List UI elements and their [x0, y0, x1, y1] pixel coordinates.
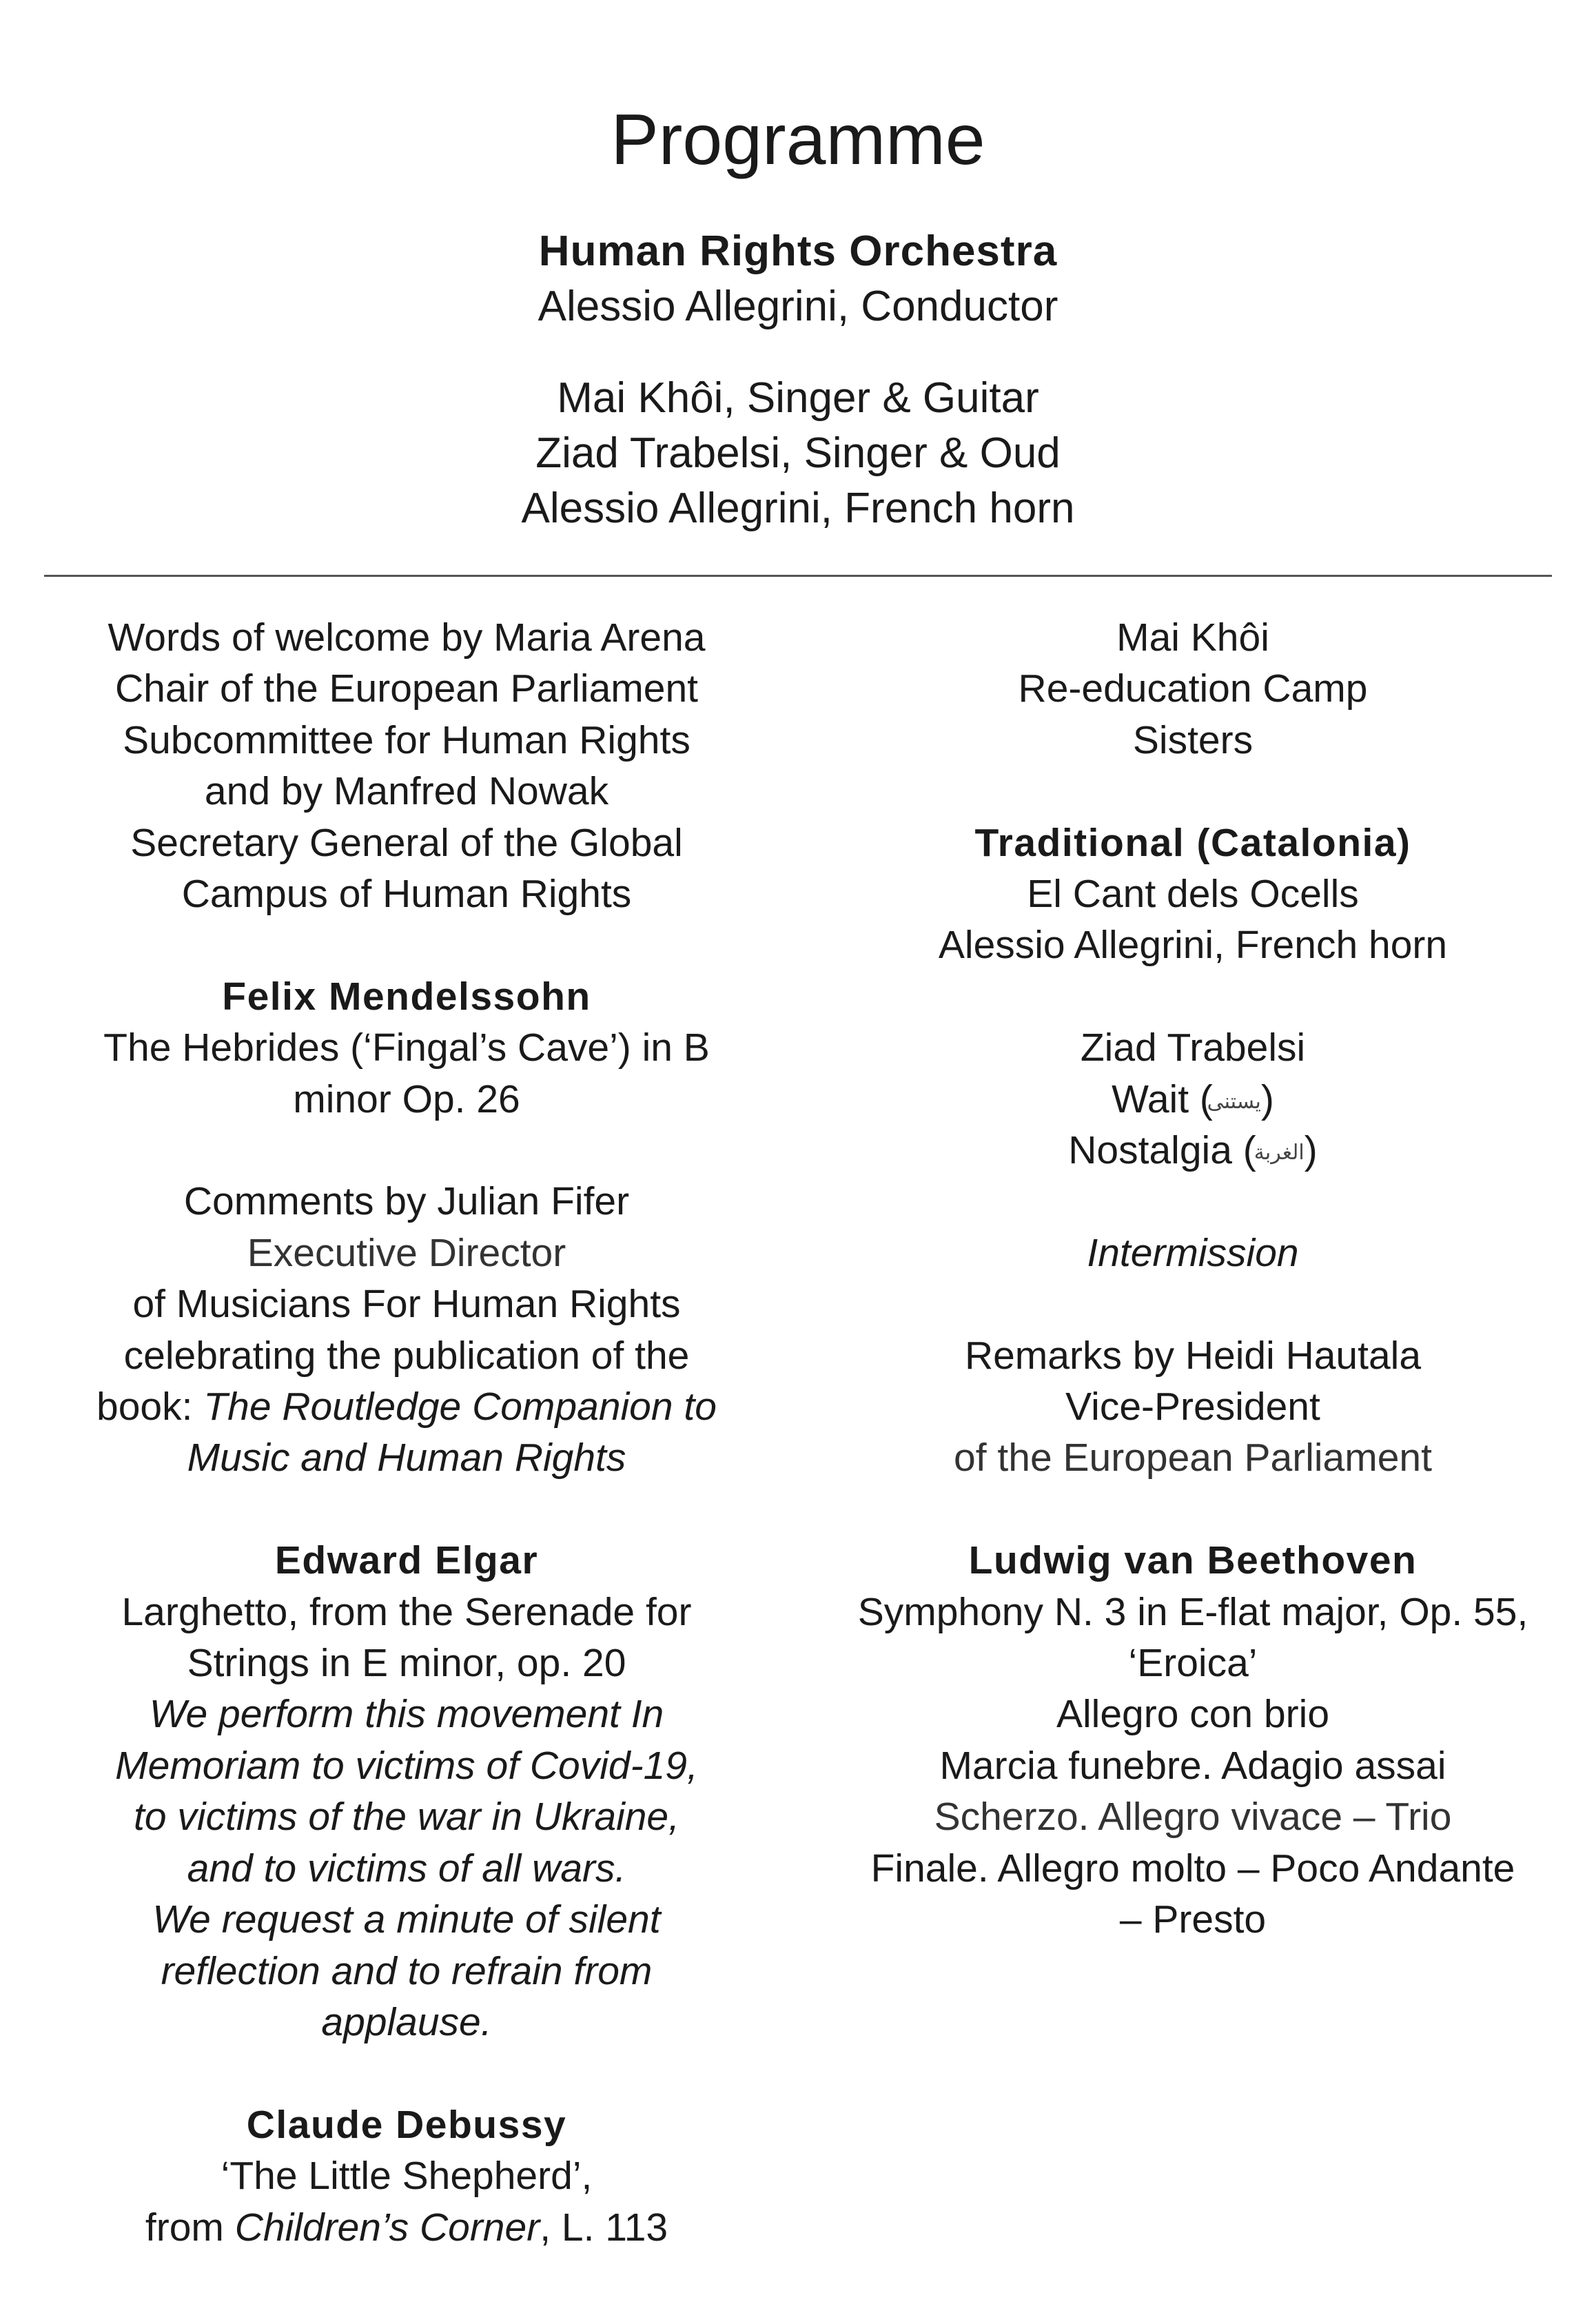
programme-column-right	[824, 612, 1562, 1997]
book-prefix: book:	[96, 1385, 204, 1429]
work-title: ‘The Little Shepherd’,	[221, 2154, 593, 2199]
intermission-label: Intermission	[1087, 1230, 1299, 1275]
elgar-entry	[41, 1535, 772, 2048]
dedication-line: We request a minute of silent	[152, 1897, 661, 1942]
work-title: El Cant dels Ocells	[1027, 872, 1359, 917]
ensemble-block	[0, 224, 1596, 334]
book-title: Music and Human Rights	[187, 1436, 626, 1480]
comments-line: of Musicians For Human Rights	[132, 1282, 681, 1327]
composer-name: Felix Mendelssohn	[222, 974, 591, 1019]
remarks-line: Remarks by Heidi Hautala	[964, 1333, 1422, 1378]
divider	[44, 575, 1552, 577]
collection-title: Children’s Corner	[234, 2205, 540, 2250]
comments-line: Executive Director	[247, 1230, 566, 1275]
work-title	[41, 2202, 772, 2253]
dedication-line: Memoriam to victims of Covid-19,	[115, 1743, 698, 1788]
song-title: Re-education Camp	[1018, 666, 1368, 711]
programme-column-left	[41, 612, 772, 2304]
comments-line: celebrating the publication of the	[123, 1333, 690, 1378]
composer-name: Traditional (Catalonia)	[974, 820, 1411, 865]
soloist: Ziad Trabelsi, Singer & Oud	[535, 429, 1061, 477]
debussy-entry	[41, 2099, 772, 2253]
comments-line	[41, 1381, 772, 1432]
welcome-line: and by Manfred Nowak	[204, 769, 609, 814]
soloist: Mai Khôi, Singer & Guitar	[557, 374, 1039, 422]
work-title: minor Op. 26	[293, 1077, 520, 1121]
remarks-line: Vice-President	[1065, 1385, 1320, 1429]
welcome-entry	[41, 612, 772, 919]
welcome-line: Chair of the European Parliament	[115, 666, 698, 711]
movement: Marcia funebre. Adagio assai	[939, 1743, 1446, 1788]
movement: Allegro con brio	[1056, 1692, 1330, 1737]
dedication-line: reflection and to refrain from	[161, 1948, 653, 1993]
song-name: Nostalgia	[1068, 1128, 1232, 1173]
dedication-line: We perform this movement In	[149, 1692, 664, 1737]
work-title: Strings in E minor, op. 20	[187, 1641, 626, 1686]
beethoven-entry	[824, 1535, 1562, 1945]
arabic-title: الغربة	[1254, 1140, 1305, 1165]
mendelssohn-entry	[41, 971, 772, 1125]
comments-line: Comments by Julian Fifer	[183, 1179, 630, 1224]
conductor: Alessio Allegrini, Conductor	[538, 283, 1058, 330]
song-title: Wait (يستنى)	[1112, 1077, 1274, 1121]
work-title: The Hebrides (‘Fingal’s Cave’) in B	[103, 1026, 710, 1070]
welcome-line: Campus of Human Rights	[181, 872, 632, 917]
work-title: Larghetto, from the Serenade for	[121, 1589, 692, 1634]
comments-entry	[41, 1176, 772, 1483]
movement: Finale. Allegro molto – Poco Andante	[870, 1846, 1515, 1890]
dedication-line: and to victims of all wars.	[187, 1846, 626, 1890]
mai-khoi-entry	[824, 612, 1562, 766]
song-name: Wait	[1112, 1077, 1189, 1121]
welcome-line: Secretary General of the Global	[130, 820, 683, 865]
composer-name: Edward Elgar	[274, 1538, 539, 1583]
ziad-trabelsi-entry	[824, 1022, 1562, 1176]
welcome-line: Subcommittee for Human Rights	[123, 717, 690, 762]
soloists-block	[0, 371, 1596, 536]
remarks-entry	[824, 1330, 1562, 1484]
orchestra-name: Human Rights Orchestra	[538, 227, 1058, 275]
performer-name: Alessio Allegrini, French horn	[938, 923, 1448, 968]
dedication-line: applause.	[321, 1999, 492, 2044]
page-title: Programme	[611, 100, 985, 180]
work-title: Symphony N. 3 in E-flat major, Op. 55,	[857, 1589, 1528, 1634]
performer-name: Mai Khôi	[1116, 615, 1269, 660]
remarks-line: of the European Parliament	[954, 1436, 1432, 1480]
performer-name: Ziad Trabelsi	[1080, 1026, 1306, 1070]
intermission-entry	[824, 1227, 1562, 1278]
movement: Scherzo. Allegro vivace – Trio	[934, 1795, 1452, 1839]
dedication-line: to victims of the war in Ukraine,	[134, 1795, 679, 1839]
catalogue-number: , L. 113	[540, 2205, 668, 2250]
composer-name: Ludwig van Beethoven	[968, 1538, 1418, 1583]
movement: – Presto	[1119, 1897, 1267, 1942]
song-title: Sisters	[1132, 717, 1254, 762]
composer-name: Claude Debussy	[246, 2102, 567, 2147]
work-title: ‘Eroica’	[1128, 1641, 1258, 1686]
welcome-line: Words of welcome by Maria Arena	[108, 615, 706, 660]
soloist: Alessio Allegrini, French horn	[521, 485, 1075, 532]
traditional-entry	[824, 817, 1562, 971]
song-title: Nostalgia (الغربة)	[1068, 1128, 1318, 1173]
book-title: The Routledge Companion to	[203, 1385, 717, 1429]
arabic-title: يستنى	[1207, 1089, 1261, 1114]
work-prefix: from	[145, 2205, 235, 2250]
